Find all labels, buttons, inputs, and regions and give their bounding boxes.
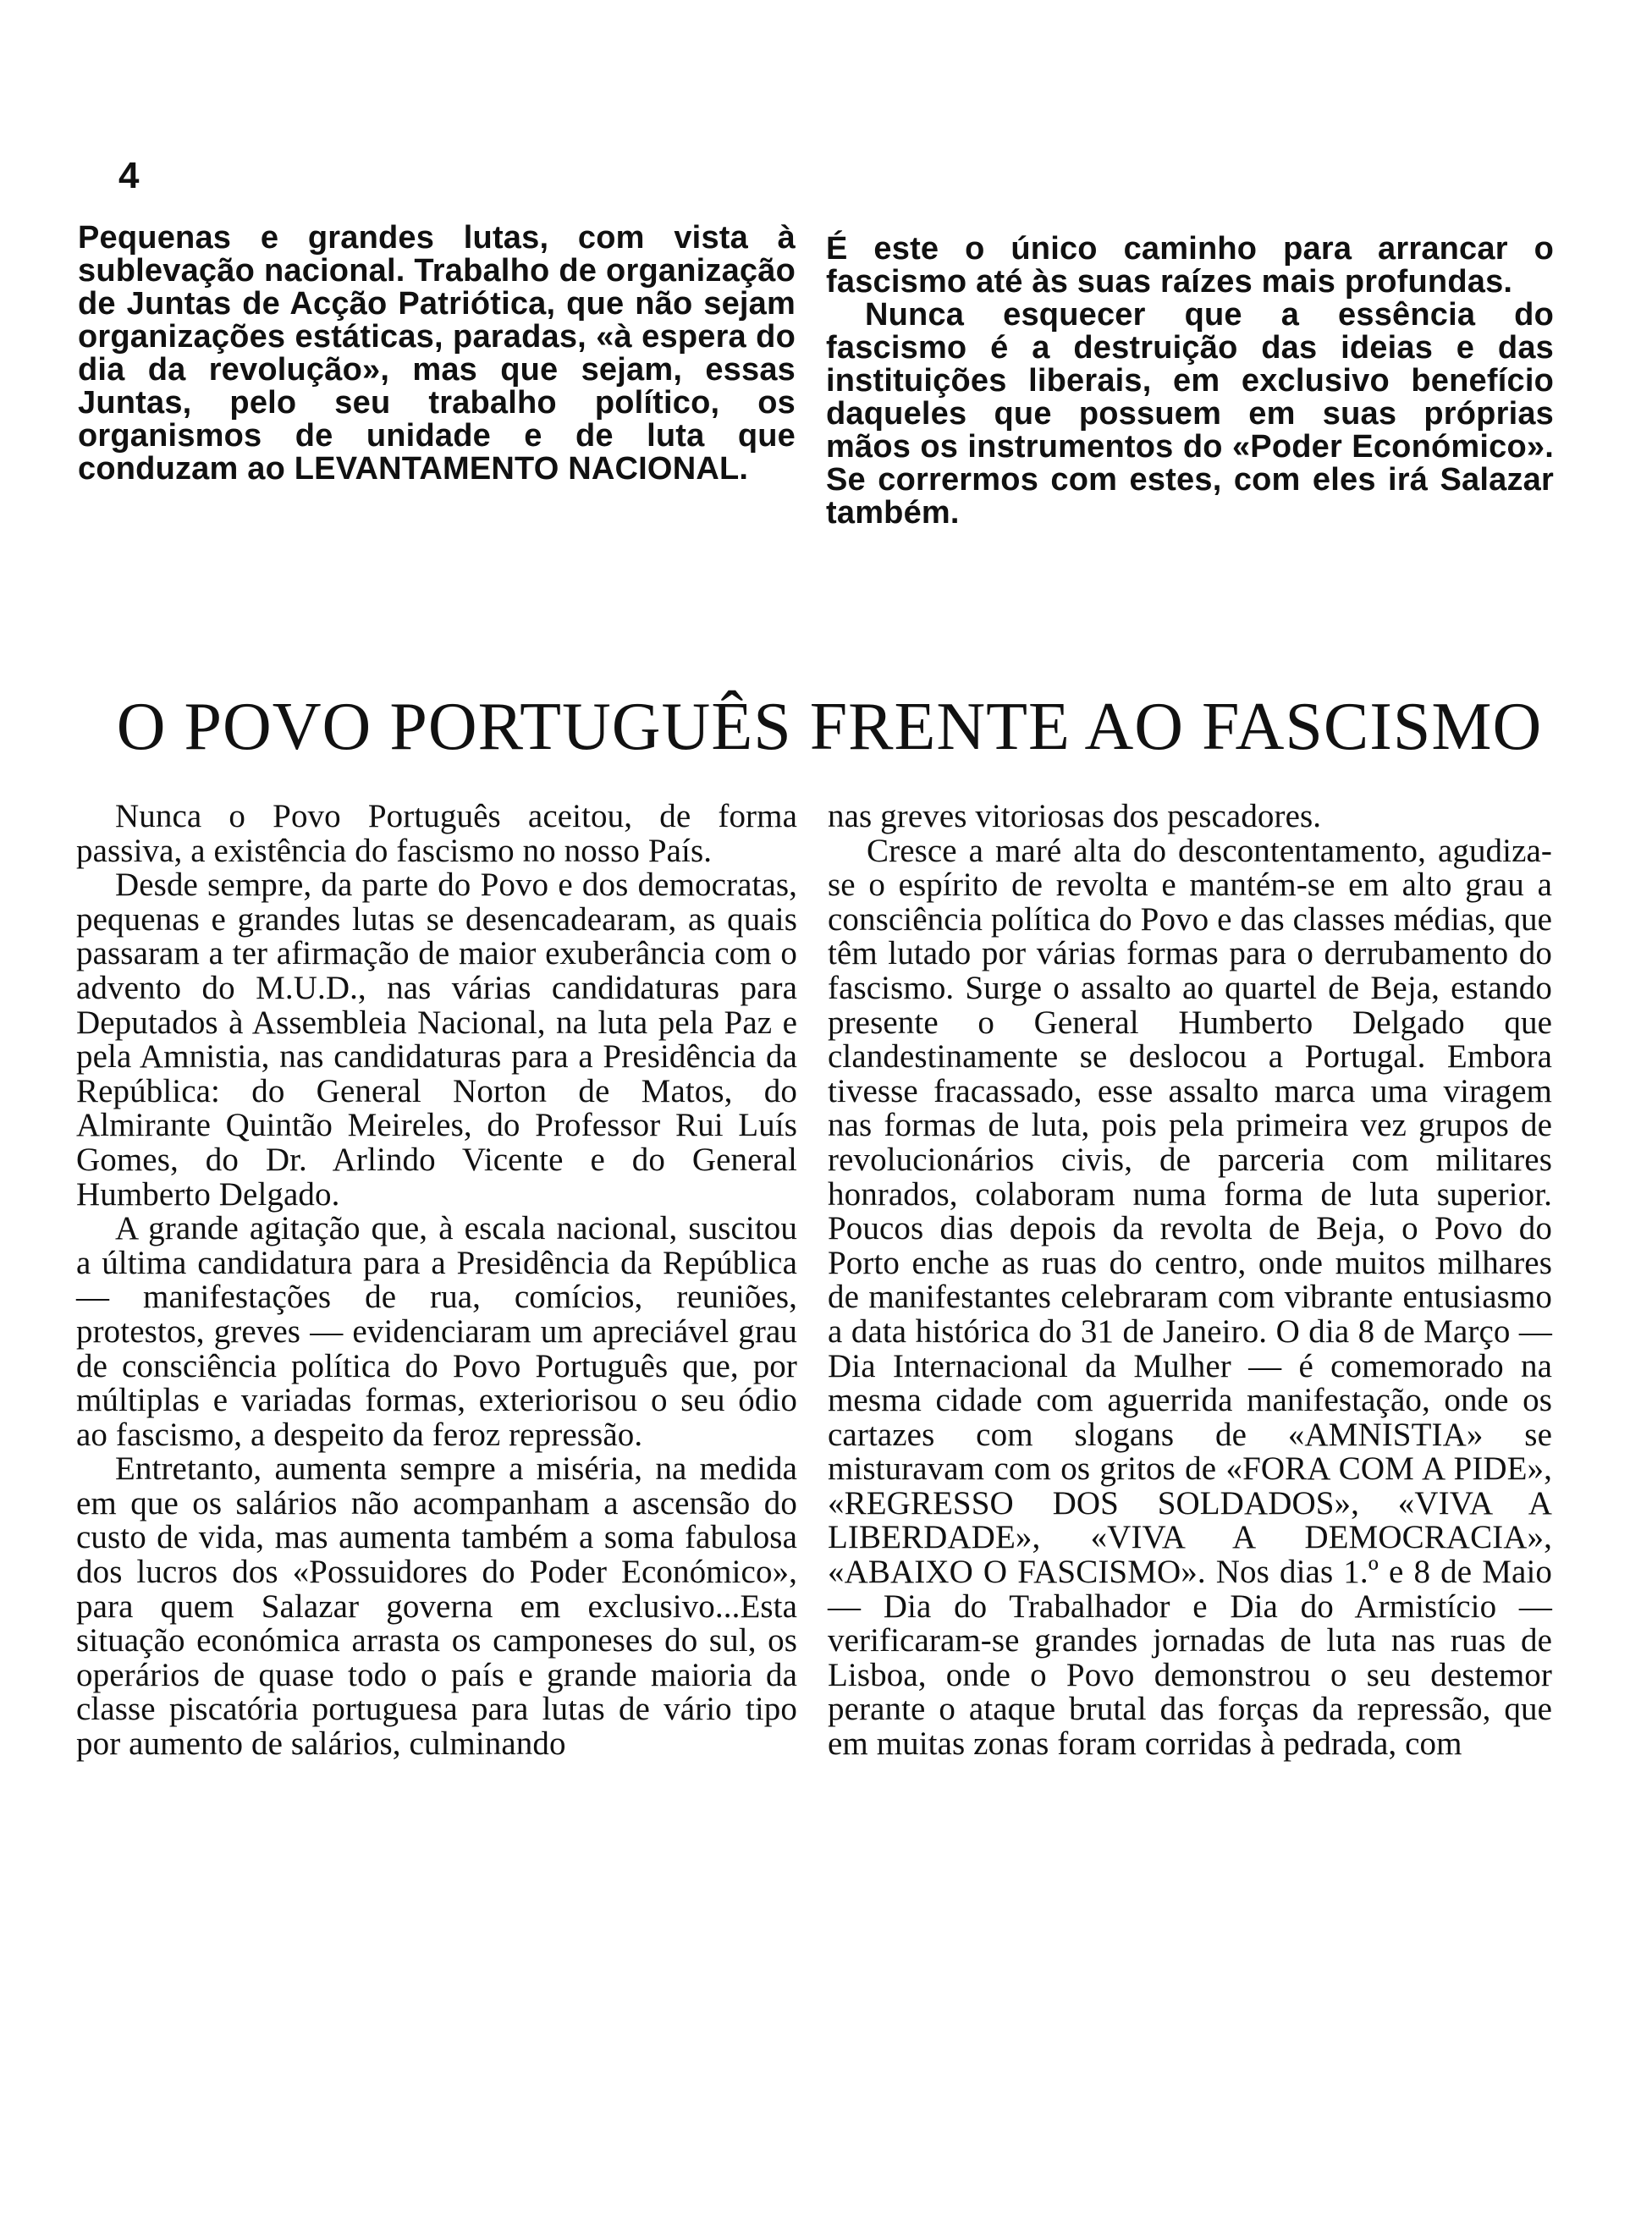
body-right-column: [828, 800, 1552, 1762]
paragraph: A grande agitação que, à escala nacional, suscitou a última candidatura para a Presidência da República — manifestações de rua, comícios, reuniões, protestos, greves — evidenciaram um apreciável grau de consciência política do Povo Português que, por múltiplas e variadas formas, exteriorisou o seu ódio ao fascismo, a despeito da feroz repressão.: [76, 1210, 797, 1453]
paragraph: Nunca esquecer que a essência do fascismo é a destruição das ideias e das instituições liberais, em exclusivo benefício daqueles que possuem em suas próprias mãos os instrumentos do «Poder Económico». Se corrermos com estes, com eles irá Salazar também.: [826, 297, 1554, 531]
paragraph: É este o único caminho para arrancar o fascismo até às suas raízes mais profundas.: [826, 231, 1554, 300]
paragraph: Entretanto, aumenta sempre a miséria, na medida em que os salários não acompanham a ascensão do custo de vida, mas aumenta também a soma fabulosa dos lucros dos «Possuidores do Poder Económico», para quem Salazar governa em exclusivo...Esta situação económica arrasta os camponeses do sul, os operários de quase todo o país e grande maioria da classe piscatória portuguesa para lutas de vário tipo por aumento de salários, culminando: [76, 1450, 797, 1763]
top-right-column: [826, 233, 1554, 530]
top-left-column: [78, 222, 796, 486]
paragraph: Nunca o Povo Português aceitou, de forma passiva, a existência do fascismo no nosso País.: [76, 798, 797, 869]
paragraph: Desde sempre, da parte do Povo e dos democratas, pequenas e grandes lutas se desencadearam, as quais passaram a ter afirmação de maior exuberância com o advento do M.U.D., nas várias candidaturas para Deputados à Assembleia Nacional, na luta pela Paz e pela Amnistia, nas candidaturas para a Presidência da República: do General Norton de Matos, do Almirante Quintão Meireles, do Professor Rui Luís Gomes, do Dr. Arlindo Vicente e do General Humberto Delgado.: [76, 867, 797, 1213]
paragraph: nas greves vitoriosas dos pescadores.: [828, 798, 1322, 834]
paragraph: Cresce a maré alta do descontentamento, agudiza-se o espírito de revolta e mantém-se em alto grau a consciência política do Povo e das classes médias, que têm lutado por várias formas para o derrubamento do fascismo. Surge o assalto ao quartel de Beja, estando presente o General Humberto Delgado que clandestinamente se deslocou a Portugal. Embora tivesse fracassado, esse assalto marca uma viragem nas formas de luta, pois pela primeira vez grupos de revolucionários civis, de parceria com militares honrados, colaboram numa forma de luta superior. Poucos dias depois da revolta de Beja, o Povo do Porto enche as ruas do centro, onde muitos milhares de manifestantes celebraram com vibrante entusiasmo a data histórica do 31 de Janeiro. O dia 8 de Março — Dia Internacional da Mulher — é comemorado na mesma cidade com aguerrida manifestação, onde os cartazes com slogans de «AMNISTIA» se misturavam com os gritos de «FORA COM A PIDE», «REGRESSO DOS SOLDADOS», «VIVA A LIBERDADE», «VIVA A DEMOCRACIA», «ABAIXO O FASCISMO». Nos dias 1.º e 8 de Maio — Dia do Trabalhador e Dia do Armistício — verificaram-se grandes jornadas de luta nas ruas de Lisboa, onde o Povo demonstrou o seu destemor perante o ataque brutal das forças da repressão, que em muitas zonas foram corridas à pedrada, com: [828, 832, 1552, 1763]
page-number: 4: [118, 155, 140, 196]
paragraph: Pequenas e grandes lutas, com vista à sublevação nacional. Trabalho de organização de Juntas de Acção Patriótica, que não sejam organizações estáticas, paradas, «à espera do dia da revolução», mas que sejam, essas Juntas, pelo seu trabalho político, os organismos de unidade e de luta que conduzam ao LEVANTAMENTO NACIONAL.: [78, 220, 796, 487]
article-title: O POVO PORTUGUÊS FRENTE AO FASCISMO: [116, 689, 1543, 764]
body-left-column: [76, 800, 797, 1762]
